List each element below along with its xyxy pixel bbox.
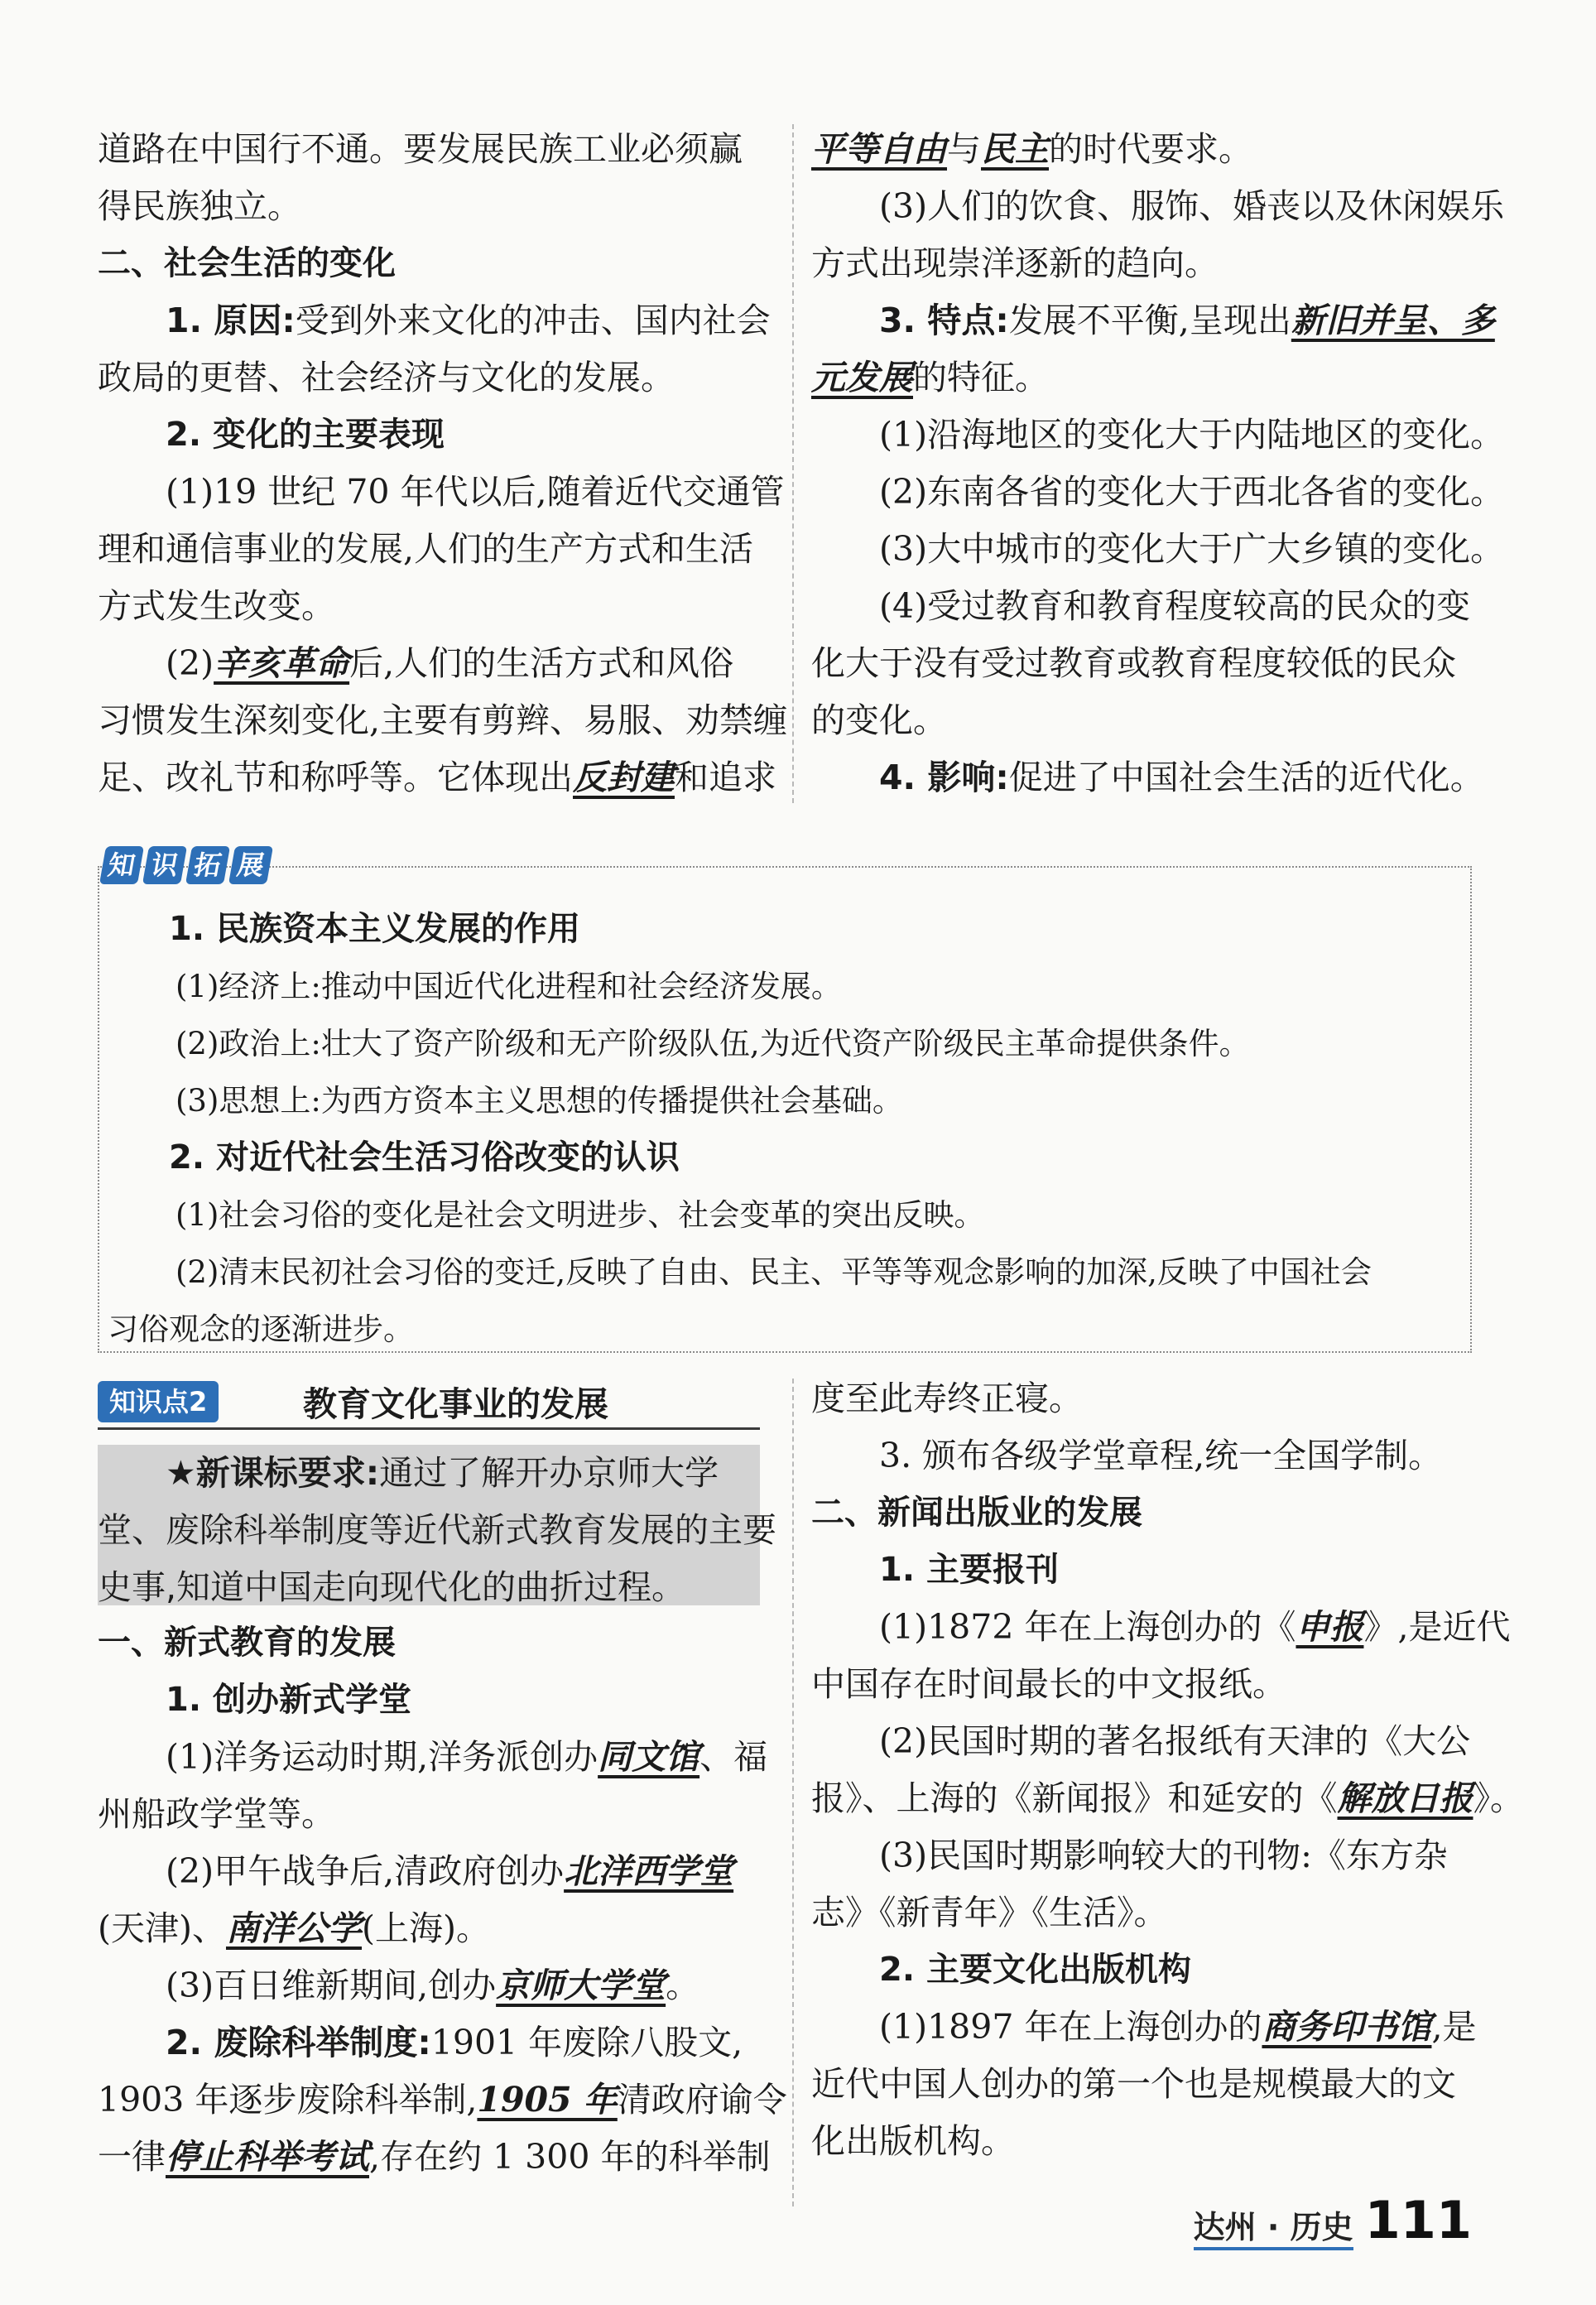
text-line: 道路在中国行不通。要发展民族工业必须赢 <box>98 129 743 169</box>
text-line: 政局的更替、社会经济与文化的发展。 <box>98 358 675 397</box>
knowledge-extension-tag <box>103 846 270 884</box>
text: (1)1872 年在上海创办的《 <box>879 1607 1296 1647</box>
left-column-bottom <box>98 1614 787 2186</box>
text-line: (4)受过教育和教育程度较高的民众的变 <box>879 586 1471 626</box>
text-line: 方式出现崇洋逐新的趋向。 <box>811 243 1219 283</box>
impact-line <box>811 749 1490 806</box>
exam-label: 2. 废除科举制度: <box>166 2023 431 2062</box>
curriculum-requirement-box <box>98 1445 776 1607</box>
text-line: 州船政学堂等。 <box>98 1794 335 1834</box>
text: (3)百日维新期间,创办 <box>166 1966 497 2005</box>
text: 足、改礼节和称呼等。它体现出 <box>98 758 573 797</box>
text: 报》、上海的《新闻报》和延安的《 <box>811 1778 1338 1818</box>
right-column-bottom <box>811 1370 1524 2170</box>
text-line: (1)经济上:推动中国近代化进程和社会经济发展。 <box>175 969 842 1004</box>
key-term: 京师大学堂 <box>496 1966 666 2005</box>
text: 的特征。 <box>913 358 1049 397</box>
text-line: 中国存在时间最长的中文报纸。 <box>811 1664 1286 1704</box>
requirement-label: ★新课标要求: <box>166 1453 380 1493</box>
text: (上海)。 <box>362 1908 490 1948</box>
section-heading: 二、新闻出版业的发展 <box>811 1494 1142 1532</box>
text: 的时代要求。 <box>1049 129 1252 169</box>
knowledge-point-badge: 知识点2 <box>98 1381 219 1422</box>
text-line: 习惯发生深刻变化,主要有剪辫、易服、劝禁缠 <box>98 700 788 740</box>
text-line <box>811 1599 1511 1656</box>
subheading: 2. 主要文化出版机构 <box>879 1951 1191 1989</box>
left-column-top <box>98 121 788 806</box>
text-line: (1)社会习俗的变化是社会文明进步、社会变革的突出反映。 <box>175 1197 985 1233</box>
key-term: 商务印书馆 <box>1262 2007 1432 2047</box>
text: 与 <box>947 129 981 169</box>
key-term: 申报 <box>1296 1607 1364 1647</box>
text-line <box>98 1957 776 2014</box>
key-term: 反封建 <box>573 758 675 797</box>
subheading: 2. 变化的主要表现 <box>166 416 445 454</box>
section-heading: 一、新式教育的发展 <box>98 1624 396 1662</box>
text-line <box>811 121 1490 178</box>
text-line: 化出版机构。 <box>811 2121 1015 2161</box>
text-line <box>98 749 776 806</box>
requirement-line: 堂、废除科举制度等近代新式教育发展的主要 <box>98 1510 776 1550</box>
text: (1)1897 年在上海创办的 <box>879 2007 1262 2047</box>
key-term: 停止科举考试 <box>166 2137 369 2177</box>
footer-label: 达州 · 历史 <box>1194 2202 1353 2250</box>
key-term: 新旧并呈、多 <box>1291 301 1495 340</box>
text-line <box>811 1770 1524 1827</box>
text-line: (2)民国时期的著名报纸有天津的《大公 <box>879 1721 1471 1761</box>
key-term: 北洋西学堂 <box>564 1851 734 1891</box>
key-term: 元发展 <box>811 358 913 397</box>
key-term: 辛亥革命 <box>214 643 350 683</box>
requirement-line <box>98 1445 760 1502</box>
exam-line <box>98 2014 776 2072</box>
text-line: 的变化。 <box>811 700 947 740</box>
feature-label: 3. 特点: <box>879 301 1009 340</box>
text-line <box>98 2129 776 2186</box>
text-line: (2)东南各省的变化大于西北各省的变化。 <box>879 472 1505 512</box>
text: 发展不平衡,呈现出 <box>1008 301 1291 340</box>
extension-content <box>108 901 1465 1358</box>
text: (天津)、 <box>98 1908 226 1948</box>
text-line <box>98 635 776 692</box>
impact-label: 4. 影响: <box>879 758 1009 797</box>
text-line: 化大于没有受过教育或教育程度较低的民众 <box>811 643 1456 683</box>
right-column-top <box>811 121 1505 806</box>
column-divider <box>792 1379 794 2206</box>
text-line: 理和通信事业的发展,人们的生产方式和生活 <box>98 529 754 569</box>
text-line: 3. 颁布各级学堂章程,统一全国学制。 <box>879 1436 1443 1475</box>
cause-text: 受到外来文化的冲击、国内社会 <box>295 301 771 340</box>
key-term: 平等自由 <box>811 129 947 169</box>
text-line <box>811 1999 1490 2056</box>
text: (2)甲午战争后,清政府创办 <box>166 1851 565 1891</box>
key-term: 1905 年 <box>477 2080 618 2120</box>
text-line: (3)人们的饮食、服饰、婚丧以及休闲娱乐 <box>879 186 1505 226</box>
text-line <box>811 349 1490 407</box>
text-line: 习俗观念的逐渐进步。 <box>108 1311 414 1347</box>
tag-char: 拓 <box>185 846 230 884</box>
text-line <box>98 1900 776 1957</box>
tag-char: 知 <box>99 846 144 884</box>
text: 、福 <box>699 1737 768 1777</box>
tag-char: 识 <box>142 846 187 884</box>
text: 》,是近代 <box>1363 1607 1511 1647</box>
text: 。 <box>666 1966 700 2005</box>
text: 一律 <box>98 2137 166 2177</box>
text-line: (3)民国时期影响较大的刊物:《东方杂 <box>879 1836 1448 1875</box>
text-line: (2)清末民初社会习俗的变迁,反映了自由、民主、平等等观念影响的加深,反映了中国社会 <box>175 1254 1372 1290</box>
page-footer <box>1194 2190 1472 2250</box>
key-term: 同文馆 <box>598 1737 700 1777</box>
text: ,是 <box>1431 2007 1477 2047</box>
subheading: 1. 主要报刊 <box>879 1551 1059 1589</box>
text: 和追求 <box>675 758 776 797</box>
section-heading: 二、社会生活的变化 <box>98 244 396 282</box>
text-line: 志》《新青年》《生活》。 <box>811 1893 1168 1932</box>
extension-heading: 1. 民族资本主义发展的作用 <box>169 910 580 948</box>
text-line: (1)19 世纪 70 年代以后,随着近代交通管 <box>166 472 785 512</box>
tag-char: 展 <box>228 846 273 884</box>
text: ,存在约 1 300 年的科举制 <box>369 2137 771 2177</box>
text: 清政府谕令 <box>617 2080 787 2120</box>
knowledge-point-title: 教育文化事业的发展 <box>303 1384 608 1424</box>
key-term: 解放日报 <box>1337 1778 1473 1818</box>
page-number: 111 <box>1364 2190 1472 2250</box>
text-line: (1)沿海地区的变化大于内陆地区的变化。 <box>879 415 1505 455</box>
text: 通过了解开办京师大学 <box>379 1453 719 1493</box>
feature-line <box>811 292 1495 349</box>
knowledge-point-header <box>98 1381 760 1430</box>
text-line: (2)政治上:壮大了资产阶级和无产阶级队伍,为近代资产阶级民主革命提供条件。 <box>175 1026 1250 1061</box>
requirement-line: 史事,知道中国走向现代化的曲折过程。 <box>98 1567 686 1607</box>
text-line: 度至此寿终正寝。 <box>811 1379 1083 1418</box>
text: 1901 年废除八股文, <box>430 2023 743 2062</box>
cause-line <box>98 292 776 349</box>
text: 1903 年逐步废除科举制, <box>98 2080 478 2120</box>
text: (2) <box>166 643 214 683</box>
text: 促进了中国社会生活的近代化。 <box>1008 758 1484 797</box>
text-line: (3)思想上:为西方资本主义思想的传播提供社会基础。 <box>175 1083 903 1119</box>
text-line: (3)大中城市的变化大于广大乡镇的变化。 <box>879 529 1505 569</box>
text-line <box>98 1729 776 1786</box>
text-line: 得民族独立。 <box>98 186 301 226</box>
text-line: 近代中国人创办的第一个也是规模最大的文 <box>811 2064 1456 2104</box>
text: 后,人们的生活方式和风俗 <box>349 643 734 683</box>
column-divider <box>792 124 794 803</box>
text: 》。 <box>1473 1778 1524 1818</box>
cause-label: 1. 原因: <box>166 301 296 340</box>
key-term: 民主 <box>981 129 1049 169</box>
text-line <box>98 1843 776 1900</box>
text-line <box>98 2072 787 2129</box>
key-term: 南洋公学 <box>226 1908 362 1948</box>
extension-heading: 2. 对近代社会生活习俗改变的认识 <box>169 1138 680 1177</box>
text: (1)洋务运动时期,洋务派创办 <box>166 1737 598 1777</box>
subheading: 1. 创办新式学堂 <box>166 1681 411 1719</box>
text-line: 方式发生改变。 <box>98 586 335 626</box>
